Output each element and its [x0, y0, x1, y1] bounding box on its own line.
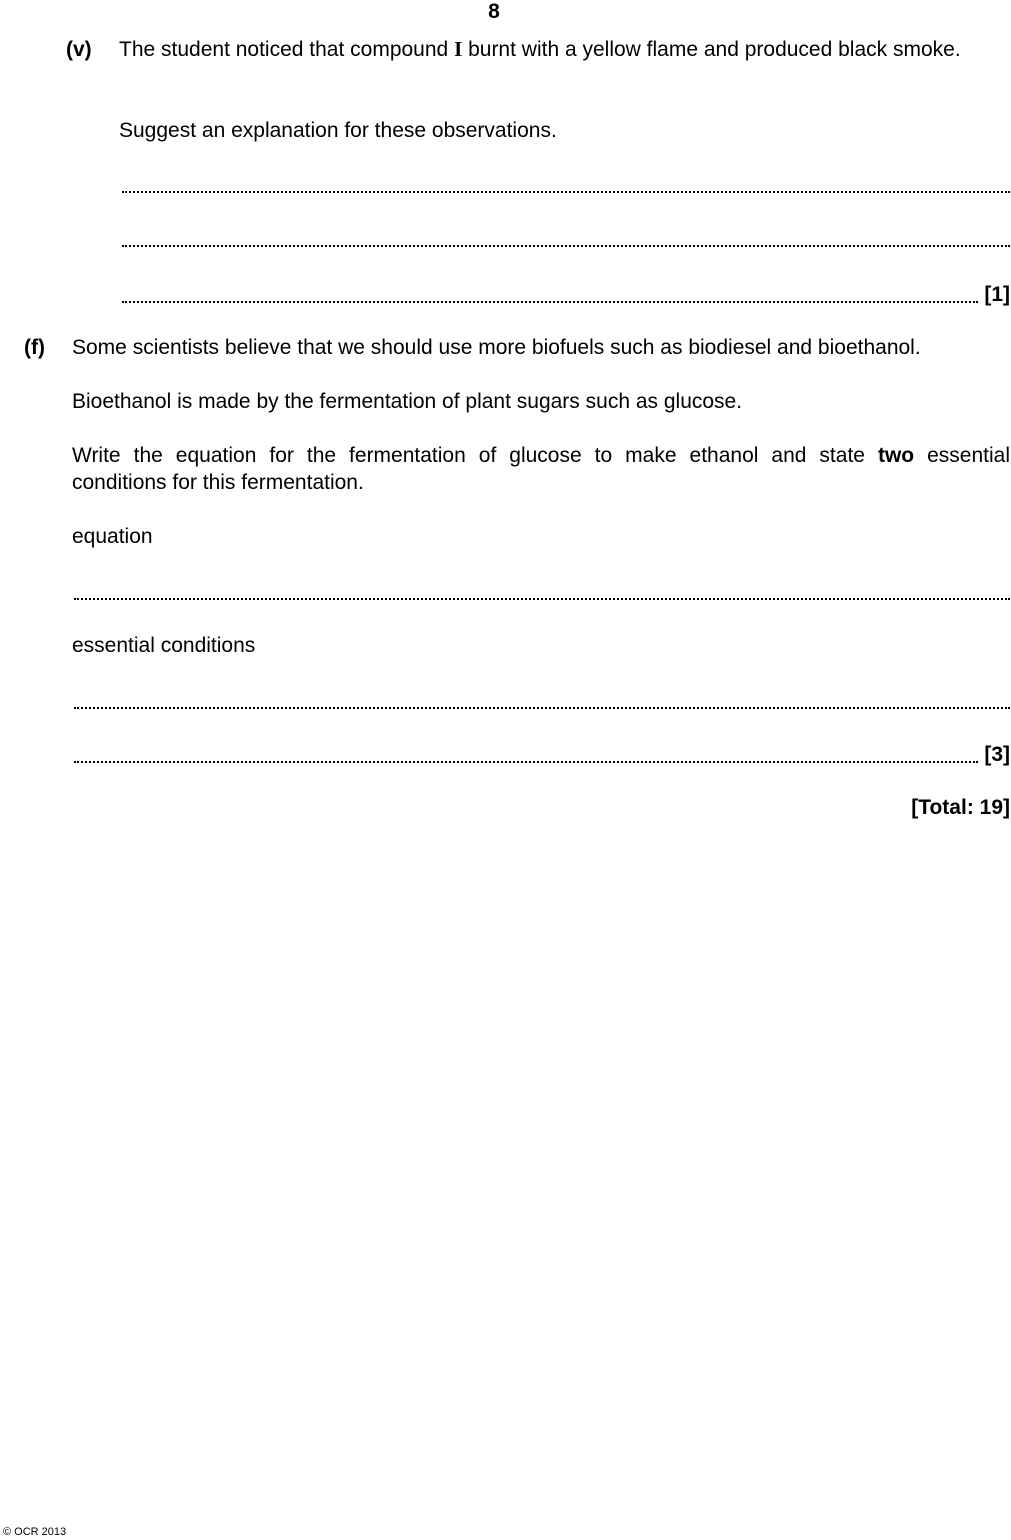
- mark-allocation-v: [1]: [984, 283, 1010, 306]
- equation-label: equation: [72, 525, 153, 548]
- compound-label: I: [454, 37, 463, 61]
- question-f-intro: Some scientists believe that we should use more biofuels such as biodiesel and bioethanol.: [72, 336, 921, 359]
- question-f-task-before: Write the equation for the fermentation of glucose to make ethanol and state: [72, 444, 878, 467]
- question-label-f: (f): [24, 336, 45, 359]
- answer-line-v-2[interactable]: [122, 229, 1010, 251]
- page-number: 8: [488, 0, 500, 23]
- question-v-text: [119, 36, 1010, 63]
- total-marks: [Total: 19]: [911, 796, 1010, 819]
- question-v-prompt: Suggest an explanation for these observations.: [119, 119, 557, 142]
- question-label-v: (v): [66, 38, 92, 61]
- question-v-text-before: The student noticed that compound: [119, 38, 455, 61]
- footer-copyright: © OCR 2013: [3, 1526, 67, 1538]
- answer-line-conditions-1[interactable]: [74, 691, 1010, 713]
- question-f-task-after: essential conditions for this fermentation.: [72, 444, 1011, 494]
- conditions-label: essential conditions: [72, 634, 256, 657]
- question-f-statement: Bioethanol is made by the fermentation of plant sugars such as glucose.: [72, 390, 743, 413]
- question-f-task: [72, 442, 1010, 496]
- mark-allocation-f: [3]: [984, 743, 1010, 766]
- answer-line-v-1[interactable]: [122, 175, 1010, 197]
- question-f-task-bold: two: [877, 444, 915, 467]
- answer-line-conditions-2[interactable]: [74, 743, 1010, 767]
- answer-line-equation[interactable]: [74, 582, 1010, 604]
- question-v-text-after: burnt with a yellow flame and produced black smoke.: [462, 38, 961, 61]
- answer-line-v-3[interactable]: [122, 283, 1010, 307]
